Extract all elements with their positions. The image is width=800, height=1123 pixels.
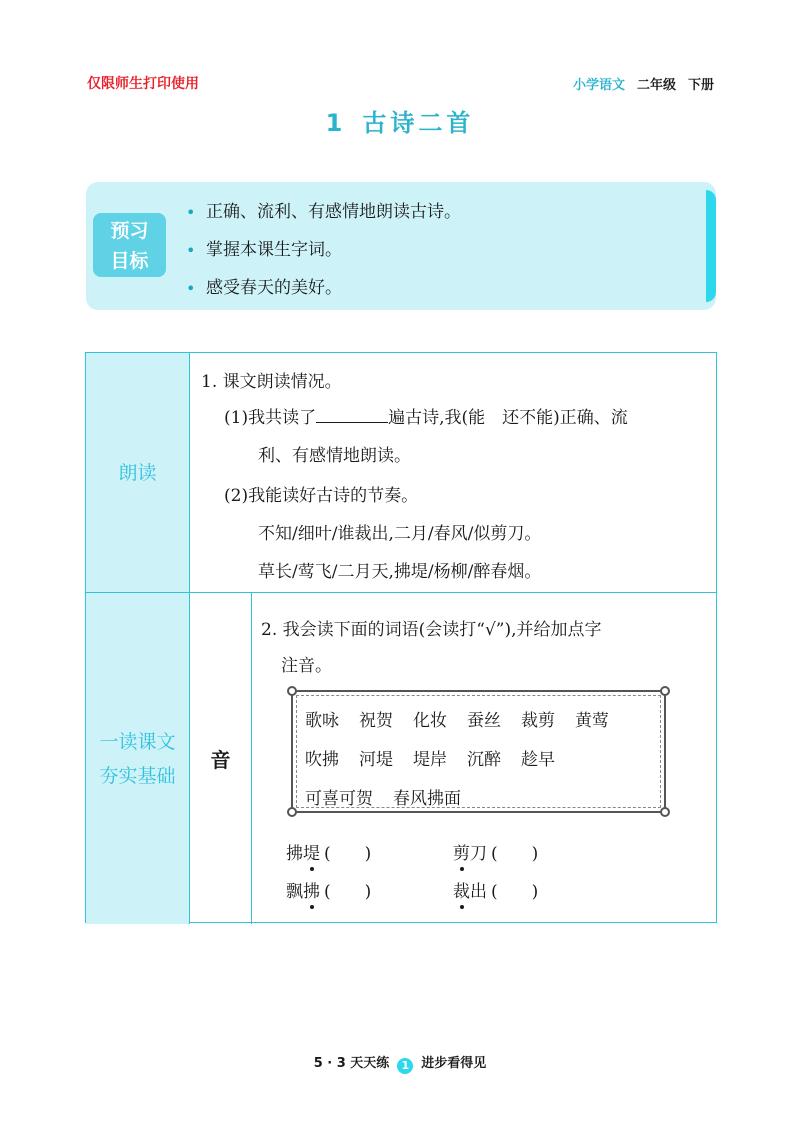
page-number-badge: 1	[397, 1058, 413, 1074]
word-item: 趁早	[521, 750, 555, 770]
goal-item: • 掌握本课生字词。	[186, 238, 461, 276]
footer-brand: 5 · 3 天天练	[313, 1056, 390, 1071]
pinyin-answer-slot[interactable]: ( )	[324, 844, 372, 864]
word-item: 可喜可贺	[305, 789, 373, 809]
question-1: 1. 课文朗读情况。	[201, 372, 342, 392]
word-item: 裁剪	[521, 711, 555, 731]
lesson-name: 古诗二首	[362, 109, 475, 137]
pinyin-item: 剪刀 ( )	[453, 839, 538, 864]
word-item: 歌咏	[305, 711, 339, 731]
section-label-line-2: 夯实基础	[99, 764, 176, 787]
lesson-title	[0, 103, 800, 138]
footer-slogan: 进步看得见	[421, 1056, 487, 1071]
goal-item: • 感受春天的美好。	[186, 276, 461, 314]
word-row-1	[305, 706, 629, 731]
question-2: 2. 我会读下面的词语(会读打“√”),并给加点字	[261, 620, 602, 640]
pinyin-item: 拂堤 ( )	[286, 839, 371, 864]
goals-list	[186, 200, 461, 314]
preview-goals-badge	[93, 213, 166, 277]
print-restriction-note: 仅限师生打印使用	[87, 76, 199, 92]
section-label-line-1: 一读课文	[99, 730, 176, 753]
exercise-table	[85, 352, 717, 923]
word-row-3	[305, 784, 481, 809]
emphasized-char: 堤	[303, 844, 320, 864]
frame-corner-ornament	[287, 686, 297, 696]
word-item: 吹拂	[305, 750, 339, 770]
emphasized-char: 裁	[453, 882, 470, 902]
page-footer	[0, 1052, 800, 1074]
word-item: 黄莺	[575, 711, 609, 731]
section-label-first-read	[86, 593, 190, 924]
lesson-number: 1	[325, 109, 347, 137]
sub-label-sound: 音	[190, 593, 252, 924]
pinyin-answer-slot[interactable]: ( )	[491, 844, 539, 864]
preview-goals-box	[86, 182, 716, 310]
frame-corner-ornament	[660, 686, 670, 696]
badge-line-1: 预习	[110, 220, 149, 242]
section-label-reading: 朗读	[86, 353, 190, 593]
emphasized-char: 剪	[453, 844, 470, 864]
grade-label: 二年级	[636, 78, 676, 93]
frame-corner-ornament	[287, 807, 297, 817]
word-item: 河堤	[359, 750, 393, 770]
emphasized-char: 拂	[303, 882, 320, 902]
subject-label: 小学语文	[572, 78, 625, 93]
word-row-2	[305, 745, 575, 770]
volume-label: 下册	[687, 78, 714, 93]
word-item: 蚕丝	[467, 711, 501, 731]
bullet-icon: •	[186, 241, 196, 260]
goal-item: • 正确、流利、有感情地朗读古诗。	[186, 200, 461, 238]
poem-line-2: 草长/莺飞/二月天,拂堤/杨柳/醉春烟。	[258, 562, 542, 582]
badge-line-2: 目标	[110, 250, 149, 272]
question-2-cont: 注音。	[281, 656, 332, 676]
pinyin-item: 飘拂 ( )	[286, 877, 371, 902]
word-item: 化妆	[413, 711, 447, 731]
question-1-2: (2)我能读好古诗的节奏。	[224, 486, 419, 506]
question-1-1-cont: 利、有感情地朗读。	[258, 446, 411, 466]
poem-line-1: 不知/细叶/谁裁出,二月/春风/似剪刀。	[258, 524, 542, 544]
pinyin-answer-slot[interactable]: ( )	[491, 882, 539, 902]
frame-corner-ornament	[660, 807, 670, 817]
question-1-1: (1)我共读了 遍古诗,我(能 还不能)正确、流	[224, 403, 628, 428]
answer-blank[interactable]	[316, 405, 388, 423]
pinyin-item: 裁出 ( )	[453, 877, 538, 902]
pinyin-answer-slot[interactable]: ( )	[324, 882, 372, 902]
word-item: 沉醉	[467, 750, 501, 770]
word-list-frame	[291, 690, 666, 813]
word-item: 祝贺	[359, 711, 393, 731]
goals-side-tab	[706, 190, 716, 302]
word-item: 堤岸	[413, 750, 447, 770]
book-info	[573, 74, 714, 93]
word-item: 春风拂面	[393, 789, 461, 809]
bullet-icon: •	[186, 279, 196, 298]
bullet-icon: •	[186, 203, 196, 222]
